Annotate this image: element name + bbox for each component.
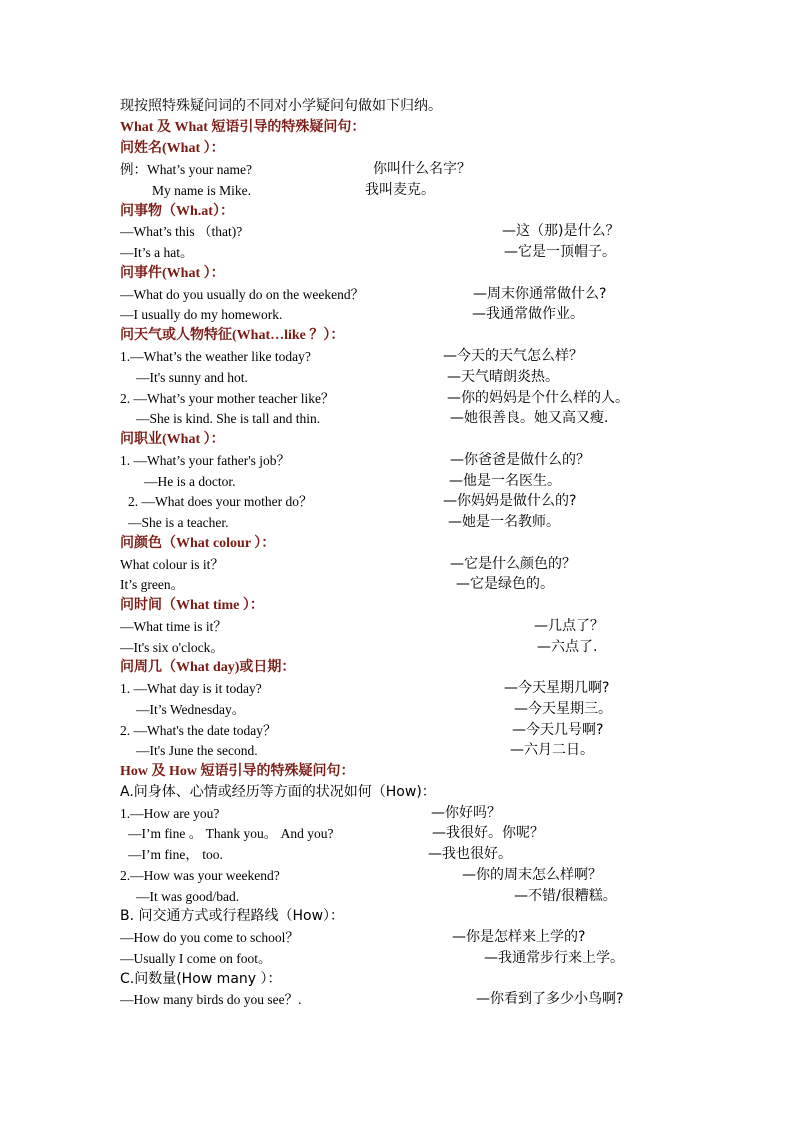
- thing-question-en: —What’s this （that)?: [120, 224, 243, 239]
- job-q1-zh: —你爸爸是做什么的？: [450, 452, 590, 468]
- event-answer-zh: —我通常做作业。: [472, 306, 584, 322]
- name-question-zh: 你叫什么名字？: [373, 161, 471, 177]
- job-a2-zh: —她是一名教师。: [448, 514, 560, 530]
- colour-heading: 问颜色（What colour ）：: [120, 536, 276, 551]
- colour-question-zh: —它是什么颜色的？: [450, 556, 576, 572]
- job-heading: 问职业(What ）：: [120, 432, 225, 447]
- name-answer-zh: 我叫麦克。: [365, 182, 435, 198]
- weather-q1-zh: —今天的天气怎么样？: [443, 348, 583, 364]
- howA-a1-zh: —我很好。你呢？: [432, 825, 544, 841]
- howA-a1-en: —I’m fine 。 Thank you。 And you?: [128, 826, 334, 841]
- name-answer-en: My name is Mike.: [152, 183, 251, 198]
- name-heading: 问姓名(What ）：: [120, 141, 225, 156]
- howB-question-zh: —你是怎样来上学的?: [452, 929, 586, 945]
- time-heading: 问时间（What time ）：: [120, 598, 264, 613]
- howC-question-en: —How many birds do you see？.: [120, 992, 302, 1007]
- job-a1-en: —He is a doctor.: [144, 474, 236, 489]
- howA-a1b-en: —I’m fine， too.: [128, 847, 223, 862]
- time-answer-en: —It's six o'clock。: [120, 640, 224, 655]
- weather-q2-zh: —你的妈妈是个什么样的人。: [447, 390, 629, 406]
- day-a2-en: —It's June the second.: [136, 743, 258, 758]
- weather-heading: 问天气或人物特征(What…like ？）：: [120, 328, 345, 343]
- how-section-title: How 及 How 短语引导的特殊疑问句：: [120, 764, 355, 779]
- weather-a1-en: —It's sunny and hot.: [136, 370, 248, 385]
- thing-heading: 问事物（Wh.at）：: [120, 204, 234, 219]
- howC-heading: C.问数量(How many ）：: [120, 971, 282, 987]
- weather-a2-en: —She is kind. She is tall and thin.: [136, 411, 321, 426]
- thing-question-zh: —这（那)是什么？: [502, 223, 620, 239]
- day-heading: 问周几（What day)或日期：: [120, 660, 296, 675]
- howA-a1b-zh: —我也很好。: [428, 846, 512, 862]
- day-a1-zh: —今天星期三。: [514, 701, 612, 717]
- weather-a2-zh: —她很善良。她又高又瘦.: [450, 410, 609, 426]
- howC-question-zh: —你看到了多少小鸟啊?: [476, 991, 624, 1007]
- howB-heading: B. 问交通方式或行程路线（How）：: [120, 908, 345, 924]
- howA-a2-en: —It was good/bad.: [136, 889, 240, 904]
- weather-q2-en: 2. —What’s your mother teacher like？: [120, 391, 335, 406]
- job-a2-en: —She is a teacher.: [128, 515, 229, 530]
- job-q2-zh: —你妈妈是做什么的?: [443, 493, 577, 509]
- time-question-zh: —几点了？: [534, 618, 604, 634]
- howA-q2-zh: —你的周末怎么样啊？: [462, 867, 602, 883]
- weather-a1-zh: —天气晴朗炎热。: [447, 369, 559, 385]
- event-heading: 问事件(What ）：: [120, 266, 225, 281]
- event-question-en: —What do you usually do on the weekend？: [120, 287, 365, 302]
- howB-answer-en: —Usually I come on foot。: [120, 951, 272, 966]
- job-q2-en: 2. —What does your mother do？: [128, 494, 313, 509]
- howB-question-en: —How do you come to school？: [120, 930, 299, 945]
- howA-q1-en: 1.—How are you?: [120, 806, 220, 821]
- day-a1-en: —It’s Wednesday。: [136, 702, 246, 717]
- howA-heading: A.问身体、心情或经历等方面的状况如何（How)：: [120, 784, 436, 800]
- howA-a2-zh: —不错/很糟糕。: [514, 888, 617, 904]
- colour-answer-en: It’s green。: [120, 577, 185, 592]
- intro-text: 现按照特殊疑问词的不同对小学疑问句做如下归纳。: [120, 98, 442, 114]
- day-q1-zh: —今天星期几啊?: [504, 680, 610, 696]
- weather-q1-en: 1.—What’s the weather like today?: [120, 349, 311, 364]
- day-q2-en: 2. —What's the date today？: [120, 723, 277, 738]
- howA-q1-zh: —你好吗？: [431, 805, 501, 821]
- job-a1-zh: —他是一名医生。: [449, 473, 561, 489]
- thing-answer-en: —It’s a hat。: [120, 245, 194, 260]
- name-question-en: 例：What’s your name?: [120, 162, 252, 177]
- colour-answer-zh: —它是绿色的。: [456, 576, 554, 592]
- day-q2-zh: —今天几号啊?: [512, 722, 604, 738]
- time-answer-zh: —六点了.: [537, 639, 598, 655]
- colour-question-en: What colour is it？: [120, 557, 224, 572]
- thing-answer-zh: —它是一顶帽子。: [504, 244, 616, 260]
- job-q1-en: 1. —What’s your father's job？: [120, 453, 291, 468]
- event-answer-en: —I usually do my homework.: [120, 307, 283, 322]
- event-question-zh: —周末你通常做什么?: [473, 286, 607, 302]
- time-question-en: —What time is it？: [120, 619, 227, 634]
- howA-q2-en: 2.—How was your weekend?: [120, 868, 280, 883]
- what-section-title: What 及 What 短语引导的特殊疑问句：: [120, 120, 366, 135]
- day-q1-en: 1. —What day is it today?: [120, 681, 262, 696]
- day-a2-zh: —六月二日。: [510, 742, 594, 758]
- howB-answer-zh: —我通常步行来上学。: [484, 950, 624, 966]
